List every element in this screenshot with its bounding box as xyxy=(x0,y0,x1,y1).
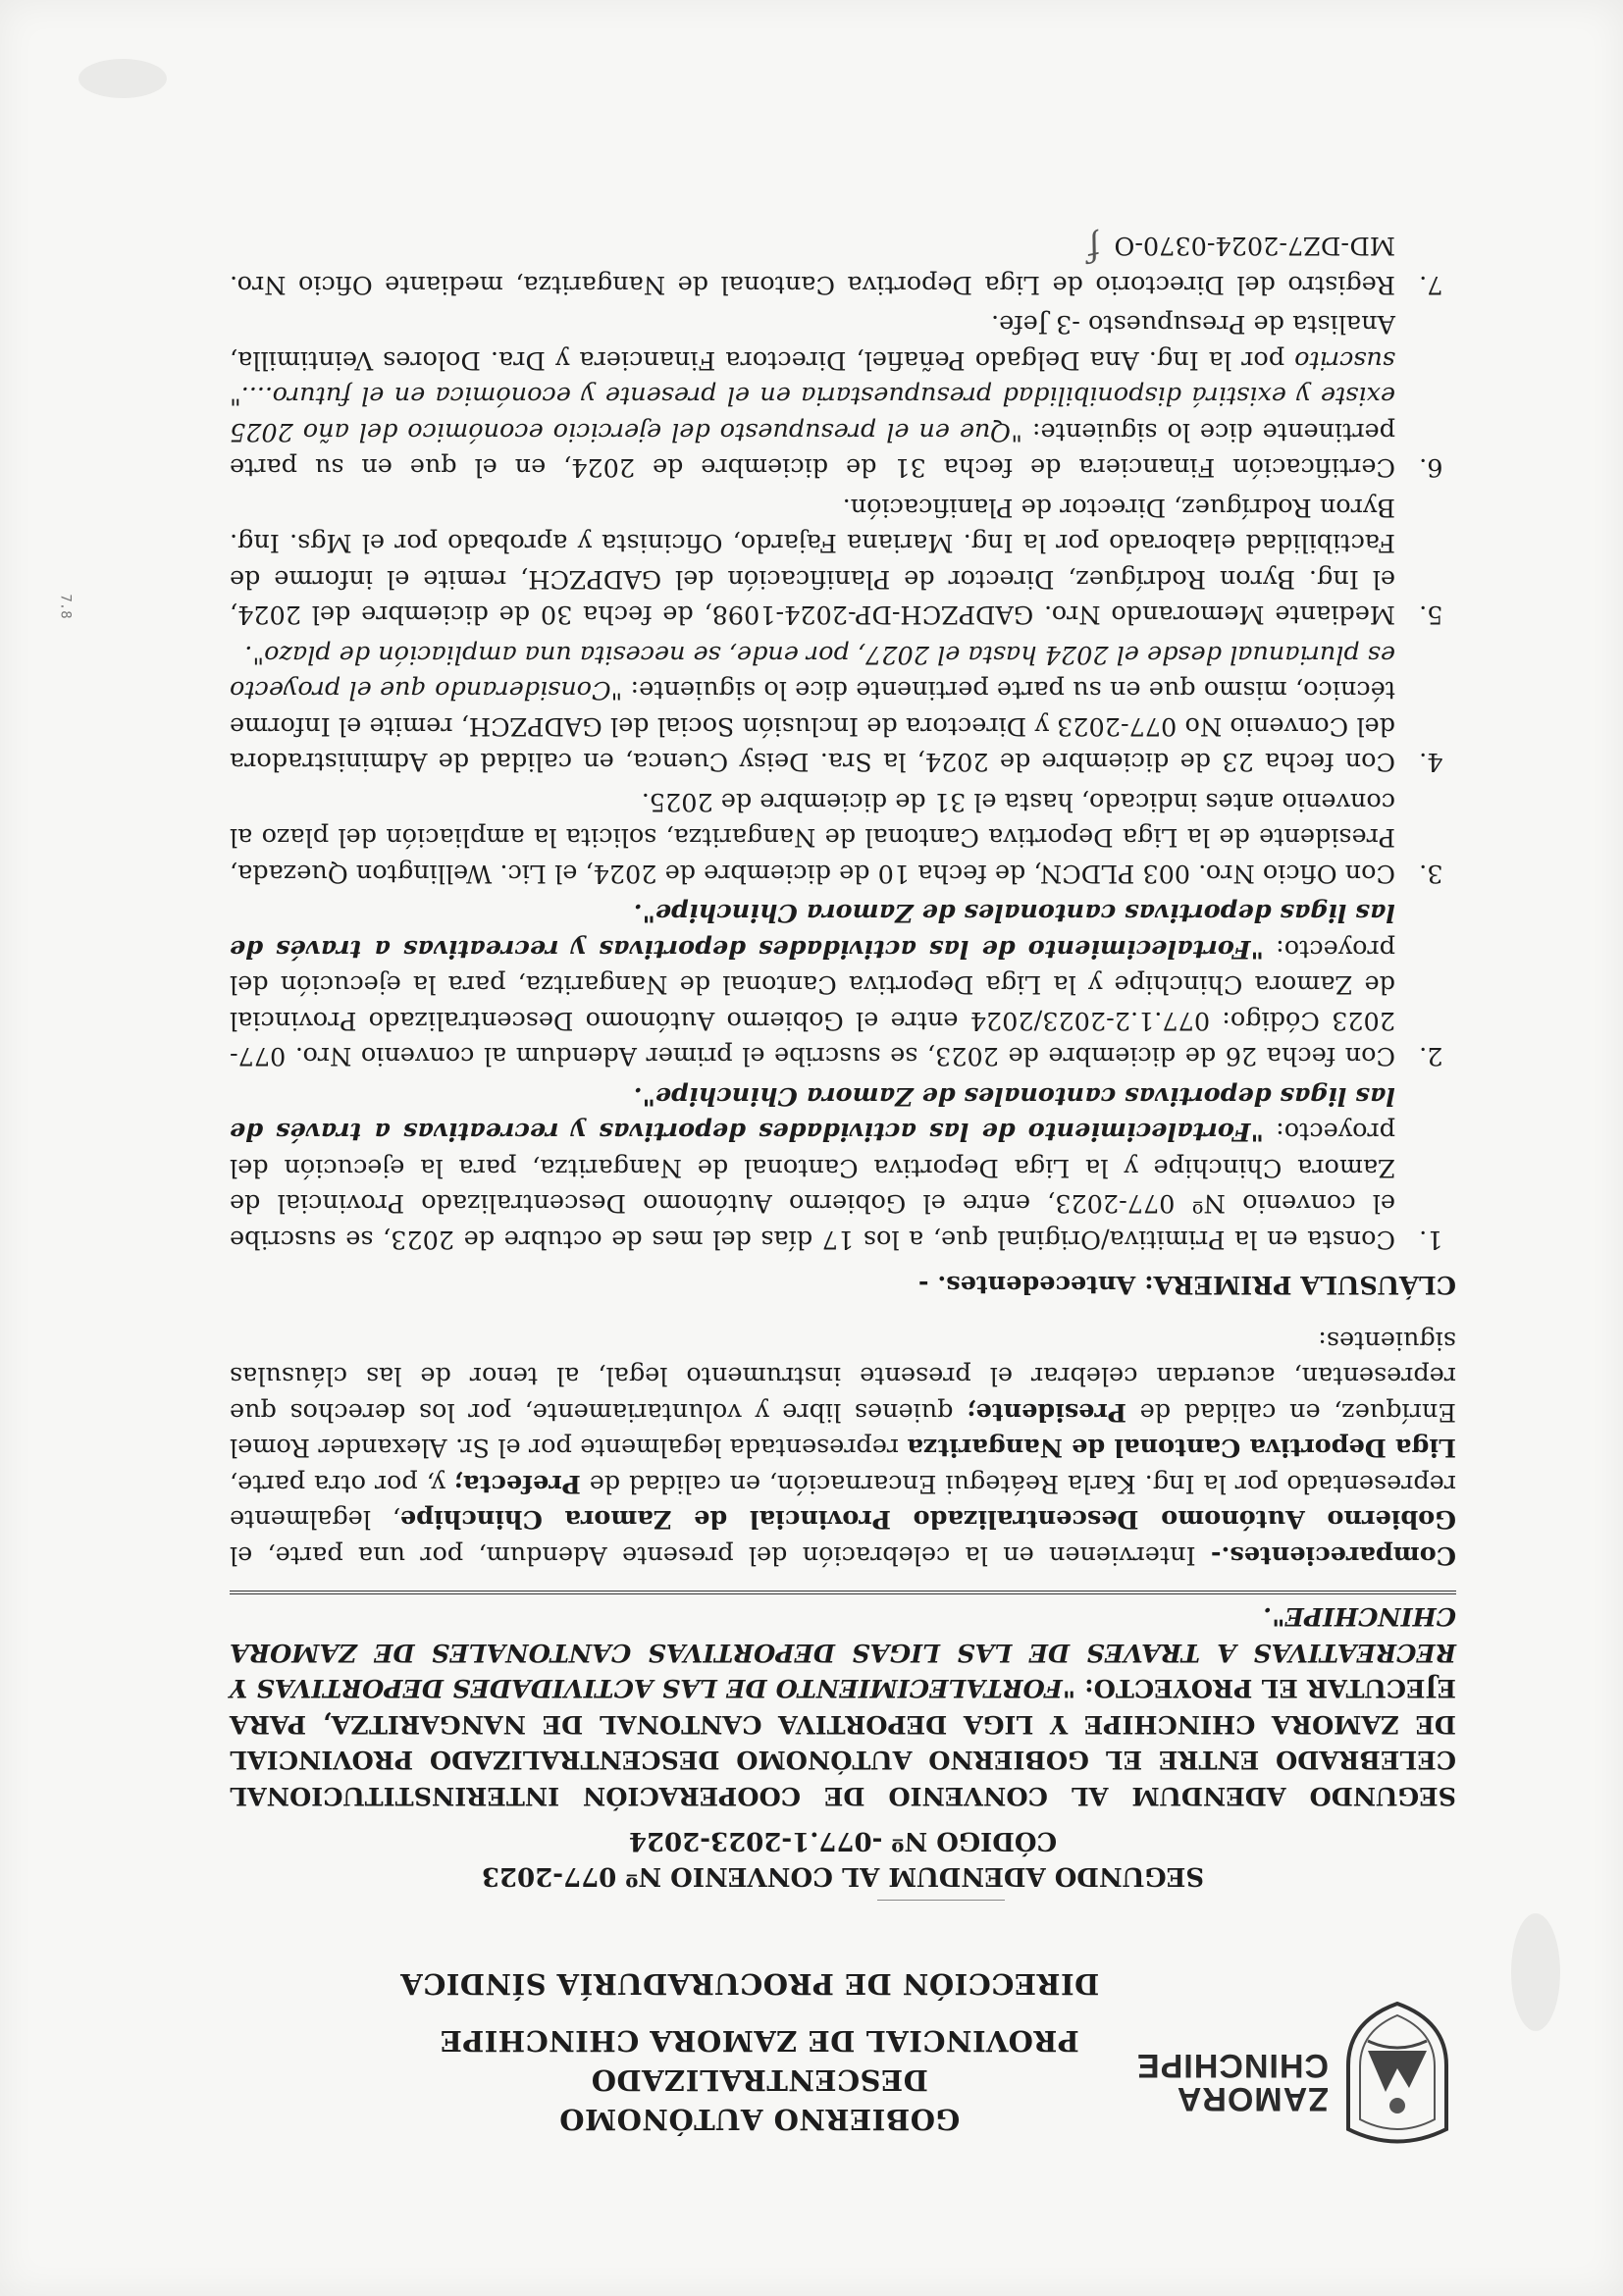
agreement-title-project: "FORTALECIMIENTO DE LAS ACTIVIDADES DEPORTIVAS Y RECREATIVAS A TRAVES DE LAS LIGAS DEPORTIVAS CANTONALES DE ZAMORA CHINCHIPE". xyxy=(230,1601,1456,1703)
antecedente-text: Con fecha 26 de diciembre de 2023, se suscribe el primer Adendum al convenio Nro. 077-2023 Código: 077.1.2-2023/2024 entre el Gobierno Autónomo Descentralizado Provincial de Zamora Chinchipe y la Liga Deportiva Cantonal de Nangaritza, para la ejecución del proyecto: xyxy=(230,934,1395,1071)
antecedente-text: por la Ing. Ana Delgado Peñafiel, Directora Financiera y Dra. Dolores Veintimilla, Analista de Presupuesto -3 Jefe. xyxy=(230,309,1395,375)
header-rule xyxy=(877,1900,1005,1901)
antecedente-item xyxy=(230,1078,1411,1258)
party-liga-name: Liga Deportiva Cantonal de Nangaritza xyxy=(907,1433,1456,1463)
comparecientes-paragraph xyxy=(230,1323,1456,1574)
antecedente-item xyxy=(230,306,1411,486)
provincial-shield-logo-icon xyxy=(1338,2002,1456,2149)
logo-wordmark xyxy=(1136,2049,1329,2115)
comparecientes-text: quienes libre y voluntariamente, por los derechos que representan, acuerdan celebrar el presente instrumento legal, al tenor de las cláusulas siguientes: xyxy=(230,1326,1456,1427)
logo-word-chinchipe: CHINCHIPE xyxy=(1135,2047,1329,2084)
organization-name xyxy=(387,2021,1132,2139)
comparecientes-text: y, por otra parte, xyxy=(230,1469,454,1498)
role-prefecta: Prefecta; xyxy=(453,1469,581,1498)
document-title xyxy=(230,1823,1456,1894)
antecedente-item xyxy=(230,637,1411,780)
org-name-line2: PROVINCIAL DE ZAMORA CHINCHIPE xyxy=(440,2024,1079,2058)
project-name: "Fortalecimiento de las actividades deportivas y recreativas a través de las ligas deportivas cantonales de Zamora Chinchipe". xyxy=(230,1081,1395,1147)
antecedente-item xyxy=(230,490,1411,633)
title-line1: SEGUNDO ADENDUM AL CONVENIO Nº 077-2023 xyxy=(481,1861,1205,1891)
letterhead xyxy=(230,1904,1456,2149)
antecedente-item xyxy=(230,895,1411,1074)
antecedentes-list xyxy=(230,228,1456,1257)
project-name: "Fortalecimiento de las actividades deportivas y recreativas a través de las ligas deportivas cantonales de Zamora Chinchipe". xyxy=(230,898,1395,964)
org-name-line1: GOBIERNO AUTÓNOMO DESCENTRALIZADO xyxy=(558,2063,961,2136)
antecedente-text: Con Oficio Nro. 003 PLDCN, de fecha 10 de diciembre de 2024, el Lic. Wellington Quezada, Presidente de la Liga Deportiva Cantonal de Nangaritza, solicita la ampliación del plazo al convenio antes indicado, hasta el 31 de diciembre de 2025. xyxy=(230,787,1395,888)
logo-word-zamora: ZAMORA xyxy=(1176,2080,1329,2117)
antecedente-text: Mediante Memorando Nro. GADPZCH-DP-2024-1098, de fecha 30 de diciembre del 2024, el Ing. Byron Rodríguez, Director de Planificación del GADPZCH, remite el informe de Factibilidad elaborado por la Ing. Mariana Fajardo, Oficinista y aprobado por el Mgs. Ing. Byron Rodríguez, Director de Planificación. xyxy=(230,493,1395,630)
department-name: DIRECCIÓN DE PROCURADURÍA SÍNDICA xyxy=(399,1967,1100,2001)
antecedente-text: Con fecha 23 de diciembre de 2024, la Sra. Deisy Cuenca, en calidad de Administradora del Convenio No 077-2023 y Directora de Inclusión Social del GADPZCH, remite el Informe técnico, mismo que en su parte pertinente dice lo siguiente: xyxy=(230,675,1395,777)
antecedente-quote: "Que en el presupuesto del ejercicio económico del año 2025 existe y existirá disponibilidad presupuestaria en el presente y económica en el futuro...." suscrito xyxy=(229,345,1395,446)
margin-note: 7.8 xyxy=(57,594,74,619)
agreement-title-main: SEGUNDO ADENDUM AL CONVENIO DE COOPERACIÓN INTERINSTITUCIONAL CELEBRADO ENTRE EL GOBIERNO AUTÓNOMO DESCENTRALIZADO PROVINCIAL DE ZAMORA CHINCHIPE Y LIGA DEPORTIVA CANTONAL DE NANGARITZA, PARA EJECUTAR EL PROYECTO: xyxy=(230,1673,1456,1810)
document-body xyxy=(230,224,1456,2149)
antecedente-text: Certificación Financiera de fecha 31 de diciembre de 2024, en el que en su parte pertinente dice lo siguiente: xyxy=(230,417,1395,483)
initial-mark: f xyxy=(1083,228,1105,270)
clause-first-heading: CLÁUSULA PRIMERA: Antecedentes. - xyxy=(917,1270,1456,1300)
role-presidente: Presidente; xyxy=(967,1397,1127,1427)
antecedente-text: Consta en la Primitiva/Original que, a los 17 días del mes de octubre de 2023, se suscribe el convenio Nº 077-2023, entre el Gobierno Autónomo Descentralizado Provincial de Zamora Chinchipe y la Liga Deportiva Cantonal de Nangaritza, para la ejecución del proyecto: xyxy=(230,1117,1395,1254)
antecedente-item xyxy=(230,784,1411,892)
comparecientes-label: Comparecientes.- xyxy=(1210,1540,1456,1570)
comparecientes-text: representada legalmente por el Sr. Alexander Romel Enríquez, en calidad de xyxy=(230,1397,1456,1463)
antecedente-text: Registro del Directorio de Liga Deportiva Cantonal de Nangaritza, mediante Oficio Nro. MD-DZ7-2024-0370-O xyxy=(230,231,1395,299)
antecedente-quote: "Considerando que el proyecto es plurianual desde el 2024 hasta el 2027, por ende, se necesita una ampliación de plazo". xyxy=(230,640,1395,705)
comparecientes-text: Intervienen en la celebración del presente Adendum, por una parte, el xyxy=(230,1540,1211,1570)
party-gad-name: Gobierno Autónomo Descentralizado Provincial de Zamora Chinchipe xyxy=(399,1504,1456,1535)
comparecientes-text: , legalmente representado por la Ing. Karla Reátegui Encarnación, en calidad de xyxy=(230,1469,1456,1535)
agreement-title xyxy=(230,1591,1456,1813)
antecedente-item xyxy=(230,228,1411,302)
title-code: CÓDIGO Nº -077.1-2023-2024 xyxy=(628,1826,1058,1855)
